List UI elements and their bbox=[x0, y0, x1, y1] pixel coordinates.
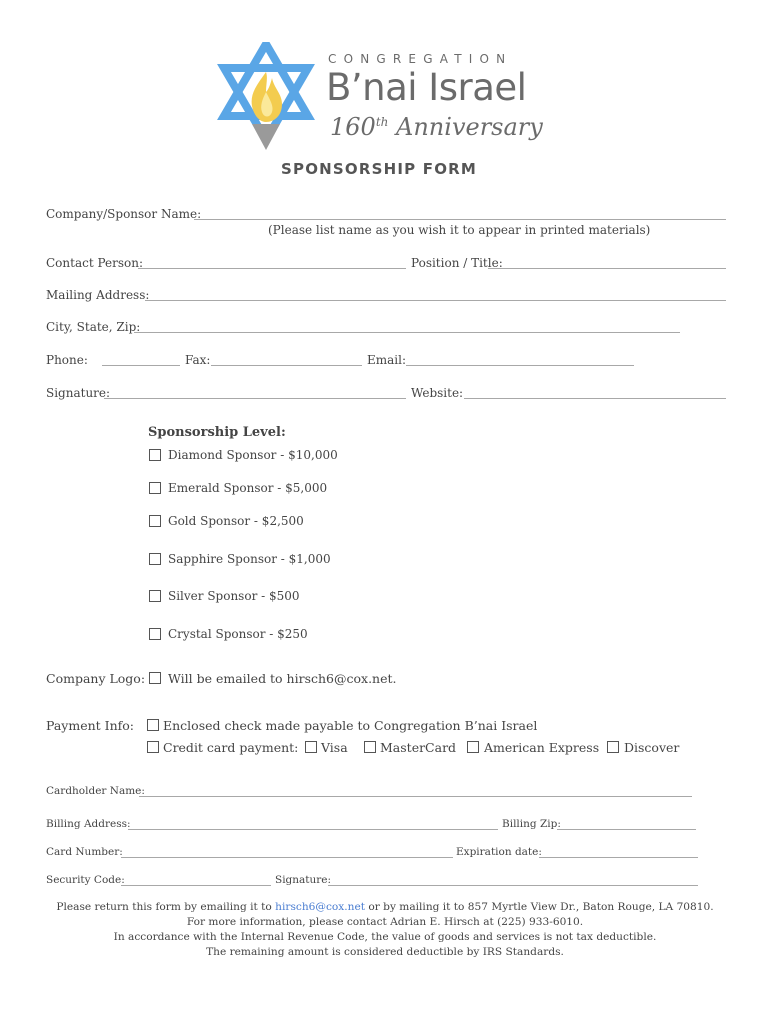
mailing-address-label: Mailing Address: bbox=[46, 288, 150, 302]
sapphire-checkbox[interactable] bbox=[149, 553, 161, 565]
company-name-hint: (Please list name as you wish it to appear in printed materials) bbox=[268, 223, 651, 237]
visa-label: Visa bbox=[321, 740, 348, 755]
sponsorship-heading: Sponsorship Level: bbox=[148, 425, 286, 440]
gold-sponsor-label: Gold Sponsor - $2,500 bbox=[168, 514, 304, 528]
website-label: Website: bbox=[411, 386, 464, 400]
cardholder-name-field[interactable] bbox=[139, 796, 692, 797]
diamond-sponsor-label: Diamond Sponsor - $10,000 bbox=[168, 448, 338, 462]
mailing-address-field[interactable] bbox=[145, 300, 726, 301]
anniversary-title bbox=[330, 113, 543, 141]
mastercard-label: MasterCard bbox=[380, 740, 457, 755]
city-state-zip-label: City, State, Zip: bbox=[46, 320, 141, 334]
phone-label: Phone: bbox=[46, 353, 88, 367]
footer-contact-info: For more information, please contact Adrian E. Hirsch at (225) 933-6010. bbox=[186, 916, 584, 928]
fax-field[interactable] bbox=[211, 365, 362, 366]
website-field[interactable] bbox=[464, 398, 726, 399]
card-signature-field[interactable] bbox=[328, 885, 698, 886]
billing-zip-field[interactable] bbox=[557, 829, 696, 830]
position-title-label: Position / Title: bbox=[411, 256, 503, 270]
anniversary-number: 160 bbox=[330, 113, 376, 141]
sapphire-sponsor-label: Sapphire Sponsor - $1,000 bbox=[168, 552, 331, 566]
company-logo-label: Company Logo: bbox=[46, 671, 146, 686]
expiration-date-field[interactable] bbox=[539, 857, 698, 858]
credit-card-checkbox[interactable] bbox=[147, 741, 159, 753]
flame-base bbox=[252, 124, 280, 150]
anniversary-word: Anniversary bbox=[396, 113, 543, 141]
emerald-sponsor-label: Emerald Sponsor - $5,000 bbox=[168, 481, 328, 495]
company-name-label: Company/Sponsor Name: bbox=[46, 207, 202, 221]
silver-sponsor-label: Silver Sponsor - $500 bbox=[168, 589, 300, 603]
american-express-checkbox[interactable] bbox=[467, 741, 479, 753]
payment-info-label: Payment Info: bbox=[46, 718, 135, 733]
security-code-field[interactable] bbox=[121, 885, 271, 886]
phone-field[interactable] bbox=[102, 365, 180, 366]
email-field[interactable] bbox=[406, 365, 634, 366]
email-label: Email: bbox=[367, 353, 407, 367]
congregation-name: B’nai Israel bbox=[326, 66, 527, 109]
form-title: SPONSORSHIP FORM bbox=[281, 160, 478, 178]
emerald-checkbox[interactable] bbox=[149, 482, 161, 494]
footer-return-post: or by mailing it to 857 Myrtle View Dr., Baton Rouge, LA 70810. bbox=[364, 901, 714, 913]
fax-label: Fax: bbox=[185, 353, 211, 367]
discover-checkbox[interactable] bbox=[607, 741, 619, 753]
american-express-label: American Express bbox=[484, 740, 600, 755]
credit-card-option: Credit card payment: bbox=[163, 740, 299, 755]
contact-person-label: Contact Person: bbox=[46, 256, 143, 270]
card-number-label: Card Number: bbox=[46, 846, 123, 858]
contact-person-field[interactable] bbox=[138, 268, 406, 269]
city-state-zip-field[interactable] bbox=[134, 332, 680, 333]
card-signature-label: Signature: bbox=[275, 874, 332, 886]
expiration-date-label: Expiration date: bbox=[456, 846, 542, 858]
check-payment-option: Enclosed check made payable to Congregation B’nai Israel bbox=[163, 718, 538, 733]
anniversary-suffix: th bbox=[375, 115, 389, 129]
cardholder-name-label: Cardholder Name: bbox=[46, 785, 145, 797]
footer-return-instructions bbox=[0, 901, 770, 913]
signature-field[interactable] bbox=[104, 398, 406, 399]
star-of-david-logo bbox=[216, 42, 316, 152]
billing-address-field[interactable] bbox=[128, 829, 498, 830]
gold-checkbox[interactable] bbox=[149, 515, 161, 527]
crystal-checkbox[interactable] bbox=[149, 628, 161, 640]
logo-email-checkbox[interactable] bbox=[149, 672, 161, 684]
mastercard-checkbox[interactable] bbox=[364, 741, 376, 753]
footer-email-link[interactable]: hirsch6@cox.net bbox=[275, 901, 365, 913]
billing-address-label: Billing Address: bbox=[46, 818, 131, 830]
congregation-label: CONGREGATION bbox=[328, 52, 513, 66]
crystal-sponsor-label: Crystal Sponsor - $250 bbox=[168, 627, 308, 641]
discover-label: Discover bbox=[624, 740, 680, 755]
diamond-checkbox[interactable] bbox=[149, 449, 161, 461]
signature-label: Signature: bbox=[46, 386, 111, 400]
card-number-field[interactable] bbox=[121, 857, 453, 858]
footer-return-pre: Please return this form by emailing it to bbox=[56, 901, 276, 913]
logo-email-option: Will be emailed to hirsch6@cox.net. bbox=[168, 671, 397, 686]
position-title-field[interactable] bbox=[488, 268, 726, 269]
visa-checkbox[interactable] bbox=[305, 741, 317, 753]
company-name-field[interactable] bbox=[194, 219, 726, 220]
footer-tax-note: In accordance with the Internal Revenue Code, the value of goods and services is not tax deductible. bbox=[113, 931, 657, 943]
billing-zip-label: Billing Zip: bbox=[502, 818, 561, 830]
footer-deductible-note: The remaining amount is considered deductible by IRS Standards. bbox=[206, 946, 564, 958]
silver-checkbox[interactable] bbox=[149, 590, 161, 602]
check-payment-checkbox[interactable] bbox=[147, 719, 159, 731]
security-code-label: Security Code: bbox=[46, 874, 125, 886]
